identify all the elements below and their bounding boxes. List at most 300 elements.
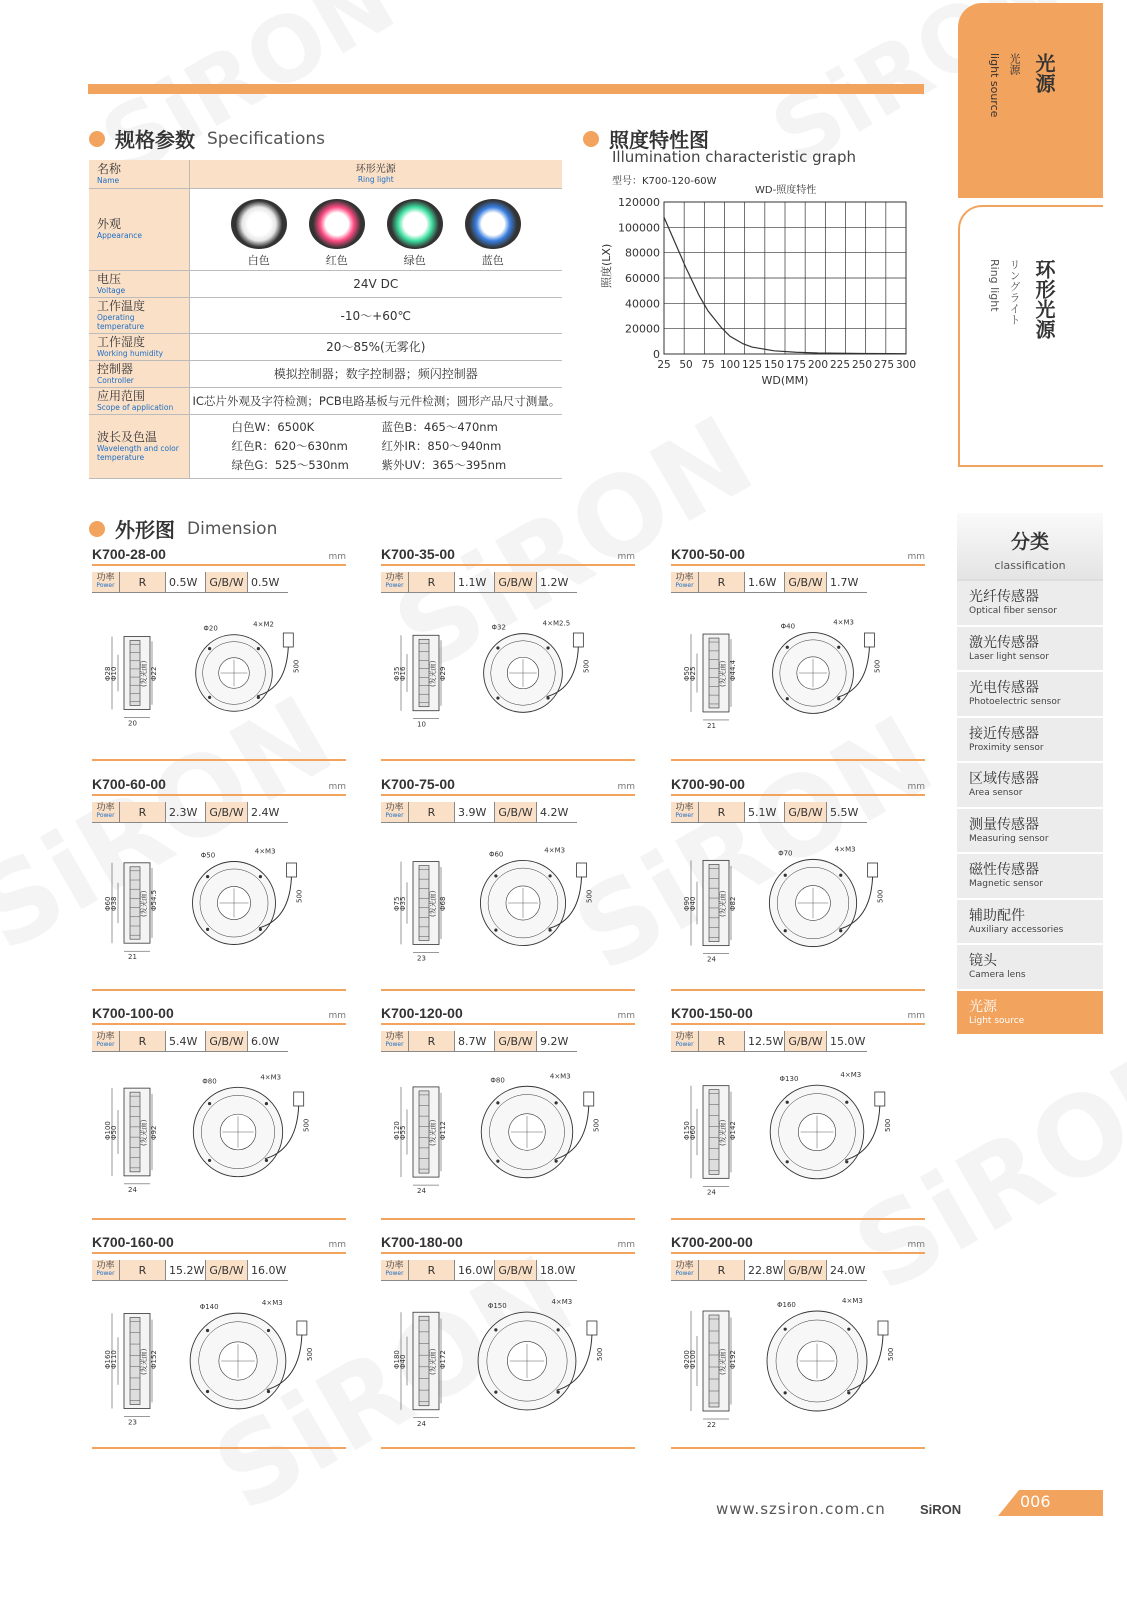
thickness-label: 24 (417, 1419, 426, 1428)
side-tab-english: light source (988, 53, 1001, 118)
face-diameter-label: Φ92 (150, 1125, 158, 1140)
bullet-icon (583, 131, 599, 147)
mount-circle-label: Φ80 (490, 1076, 505, 1085)
outer-diameter-label: Φ120 (393, 1121, 401, 1140)
inner-diameter-label: Φ10 (110, 666, 118, 681)
product-model: K700-35-00 (381, 546, 455, 562)
mount-circle-label: Φ32 (491, 623, 506, 632)
thickness-label: 24 (707, 955, 716, 964)
y-tick-label: 120000 (618, 196, 660, 209)
side-tab-title: 光源 (1032, 53, 1056, 93)
classification-item[interactable]: 光纤传感器 Optical fiber sensor (957, 581, 1103, 627)
unit-label: mm (328, 1011, 346, 1021)
section-title-en: Dimension (187, 518, 278, 539)
unit-label: mm (328, 552, 346, 562)
thickness-label: 21 (128, 953, 137, 962)
product-card (381, 1234, 635, 1449)
emitting-surface-label: (发光面) (140, 660, 148, 687)
spec-row-application: 应用范围 Scope of application IC芯片外观及字符检测；PCB电路基板与元件检测；圆形产品尺寸测量。 (89, 387, 562, 414)
power-label: 功率 Power (671, 1031, 699, 1051)
dimension-drawing (671, 831, 925, 981)
screw-label: 4×M3 (254, 847, 276, 856)
card-divider (671, 1447, 925, 1449)
product-card (671, 1234, 925, 1449)
classification-item[interactable]: 接近传感器 Proximity sensor (957, 718, 1103, 764)
screw-label: 4×M2 (253, 620, 274, 629)
power-gbw-value: 18.0W (540, 1263, 576, 1277)
outer-diameter-label: Φ180 (393, 1350, 401, 1369)
spec-row-temperature: 工作温度 Operating temperature -10～+60℃ (89, 297, 562, 333)
section-title-cn: 照度特性图 (609, 128, 709, 152)
unit-label: mm (907, 1011, 925, 1021)
y-tick-label: 20000 (625, 322, 660, 336)
bullet-icon (89, 521, 105, 537)
power-row (92, 802, 288, 823)
power-gbw-value: 4.2W (540, 805, 569, 819)
power-label: 功率 Power (381, 1031, 409, 1051)
outer-diameter-label: Φ28 (104, 666, 112, 681)
power-r-value: 12.5W (745, 1031, 785, 1051)
card-divider (92, 1447, 346, 1449)
classification-item[interactable]: 辅助配件 Auxiliary accessories (957, 900, 1103, 946)
section-title-cn: 外形图 (115, 518, 175, 542)
mount-circle-label: Φ140 (199, 1303, 219, 1312)
card-divider (381, 1218, 635, 1220)
dimension-drawing (381, 1060, 635, 1210)
inner-diameter-label: Φ50 (110, 1125, 118, 1140)
product-card (92, 546, 346, 761)
spec-row-wavelength: 波长及色温 Wavelength and color temperature 白色W：6500K 蓝色B：465～470nm 红色R：620～630nm 红外IR：850～940nm 绿色G：525～530nm 紫外UV：365～395nm (89, 414, 562, 478)
x-tick-label: 125 (741, 359, 763, 371)
inner-diameter-label: Φ55 (399, 1125, 407, 1140)
classification-header: 分类 classification (957, 513, 1103, 581)
thickness-label: 22 (707, 1421, 716, 1429)
product-model: K700-50-00 (671, 546, 745, 562)
spec-row-appearance: 外观 Appearance 白色 红色 绿色 蓝色 (89, 188, 562, 270)
unit-label: mm (328, 1240, 346, 1250)
dimension-drawing (671, 1289, 925, 1439)
thickness-label: 21 (707, 721, 716, 730)
power-r-label: R (120, 1031, 166, 1051)
power-r-label: R (409, 802, 455, 822)
card-divider (381, 989, 635, 991)
emitting-surface-label: (发光面) (429, 1348, 437, 1375)
x-tick-label: 75 (701, 359, 715, 371)
product-card (671, 776, 925, 991)
power-r-label: R (409, 572, 455, 592)
chart-title-en: Illumination characteristic graph (612, 148, 857, 166)
power-r-value: 1.1W (455, 572, 495, 592)
power-r-label: R (120, 572, 166, 592)
face-diameter-label: Φ152 (150, 1350, 158, 1369)
dimension-drawing (671, 1060, 925, 1210)
cable-length-label: 500 (887, 1347, 895, 1361)
inner-diameter-label: Φ38 (110, 896, 118, 911)
face-diameter-label: Φ112 (439, 1121, 447, 1140)
power-r-value: 1.6W (745, 572, 785, 592)
face-diameter-label: Φ44.4 (729, 659, 737, 681)
chart-model: 型号：K700-120-60W (612, 176, 717, 187)
power-label: 功率 Power (92, 1260, 120, 1280)
spec-row-controller: 控制器 Controller 模拟控制器；数字控制器；频闪控制器 (89, 360, 562, 387)
face-diameter-label: Φ68 (439, 896, 447, 911)
emitting-surface-label: (发光面) (429, 1119, 437, 1146)
card-divider (92, 989, 346, 991)
face-diameter-label: Φ29 (439, 666, 447, 681)
power-gbw-value: 16.0W (251, 1263, 287, 1277)
dimension-section-title (89, 514, 277, 543)
illumination-chart (598, 168, 928, 390)
power-gbw-label: G/B/W (785, 1260, 827, 1280)
face-diameter-label: Φ142 (729, 1121, 737, 1140)
power-r-label: R (409, 1031, 455, 1051)
product-model: K700-120-00 (381, 1005, 463, 1021)
classification-item[interactable]: 测量传感器 Measuring sensor (957, 809, 1103, 855)
spec-table (89, 160, 562, 479)
unit-label: mm (907, 552, 925, 562)
product-card (92, 776, 346, 991)
classification-menu (957, 513, 1103, 1036)
power-gbw-label: G/B/W (206, 802, 248, 822)
thickness-label: 24 (417, 1187, 426, 1196)
power-label: 功率 Power (92, 572, 120, 592)
mount-circle-label: Φ50 (200, 851, 216, 860)
product-card (92, 1005, 346, 1220)
dimension-drawing (92, 601, 346, 751)
power-gbw-value: 6.0W (251, 1034, 280, 1048)
emitting-surface-label: (发光面) (140, 1119, 148, 1146)
power-row (381, 572, 577, 593)
spec-row-humidity: 工作湿度 Working humidity 20～85%(无雾化) (89, 333, 562, 360)
power-r-value: 0.5W (166, 572, 206, 592)
power-row (671, 1031, 867, 1052)
unit-label: mm (907, 782, 925, 792)
classification-item[interactable]: 磁性传感器 Magnetic sensor (957, 854, 1103, 900)
classification-item[interactable]: 区域传感器 Area sensor (957, 763, 1103, 809)
y-tick-label: 60000 (625, 272, 660, 285)
power-gbw-label: G/B/W (495, 572, 537, 592)
power-gbw-value: 15.0W (830, 1034, 866, 1048)
thickness-label: 24 (128, 1185, 137, 1194)
power-gbw-label: G/B/W (206, 1031, 248, 1051)
dimension-drawing (92, 1289, 346, 1439)
power-row (92, 572, 288, 593)
x-tick-label: 250 (851, 359, 873, 371)
y-tick-label: 100000 (618, 221, 660, 235)
thickness-label: 23 (128, 1418, 137, 1427)
thickness-label: 10 (417, 720, 426, 729)
screw-label: 4×M3 (551, 1298, 573, 1307)
screw-label: 4×M3 (834, 845, 856, 854)
cable-length-label: 500 (592, 1118, 601, 1132)
outer-diameter-label: Φ50 (683, 666, 691, 681)
power-label: 功率 Power (92, 802, 120, 822)
dimension-drawing (92, 831, 346, 981)
wavelength-list: 白色W：6500K 蓝色B：465～470nm 红色R：620～630nm 红外IR：850～940nm 绿色G：525～530nm 紫外UV：365～395nm (231, 420, 507, 472)
product-model: K700-60-00 (92, 776, 166, 792)
cable-length-label: 500 (585, 889, 594, 903)
product-card (381, 776, 635, 991)
y-axis-label: 照度(LX) (600, 243, 613, 288)
unit-label: mm (617, 552, 635, 562)
ring-light-photos (190, 191, 563, 268)
outer-diameter-label: Φ200 (683, 1350, 691, 1369)
power-gbw-label: G/B/W (785, 802, 827, 822)
classification-item[interactable]: 光源 Light source (957, 991, 1103, 1037)
card-divider (671, 989, 925, 991)
color-label: 红色 (325, 253, 348, 267)
screw-label: 4×M3 (261, 1299, 283, 1308)
power-gbw-value: 1.2W (540, 575, 569, 589)
y-tick-label: 40000 (625, 297, 660, 311)
product-model: K700-200-00 (671, 1234, 753, 1250)
y-tick-label: 0 (653, 348, 660, 361)
page-number: 006 (1020, 1492, 1051, 1511)
power-r-label: R (409, 1260, 455, 1280)
outer-diameter-label: Φ75 (393, 896, 401, 911)
x-tick-label: 25 (657, 359, 671, 371)
cable-length-label: 500 (595, 1347, 604, 1361)
thickness-label: 24 (707, 1188, 716, 1197)
x-tick-label: 100 (719, 359, 741, 371)
power-row (92, 1260, 288, 1281)
emitting-surface-label: (发光面) (429, 660, 437, 687)
power-gbw-label: G/B/W (495, 802, 537, 822)
power-label: 功率 Power (92, 1031, 120, 1051)
classification-item[interactable]: 光电传感器 Photoelectric sensor (957, 672, 1103, 718)
screw-label: 4×M3 (260, 1073, 282, 1082)
power-gbw-value: 0.5W (251, 575, 280, 589)
x-tick-label: 150 (763, 359, 785, 371)
inner-diameter-label: Φ35 (399, 896, 407, 911)
inner-diameter-label: Φ40 (689, 896, 697, 911)
x-axis-label: WD(MM) (761, 374, 809, 387)
unit-label: mm (617, 1011, 635, 1021)
mount-circle-label: Φ160 (777, 1301, 796, 1309)
power-gbw-label: G/B/W (785, 572, 827, 592)
power-label: 功率 Power (671, 802, 699, 822)
screw-label: 4×M3 (544, 846, 566, 855)
mount-circle-label: Φ150 (487, 1302, 507, 1311)
spec-row-name: 名称 Name 环形光源 Ring light (89, 160, 562, 188)
power-r-value: 5.1W (745, 802, 785, 822)
side-tab-light-source[interactable] (958, 3, 1103, 198)
power-gbw-label: G/B/W (495, 1031, 537, 1051)
cable-length-label: 500 (292, 659, 301, 673)
power-label: 功率 Power (381, 1260, 409, 1280)
power-row (92, 1031, 288, 1052)
emitting-surface-label: (发光面) (429, 890, 437, 917)
green-ring-image (387, 199, 443, 249)
power-r-value: 5.4W (166, 1031, 206, 1051)
cable-length-label: 500 (883, 1118, 892, 1132)
screw-label: 4×M3 (549, 1072, 571, 1081)
chart-title: WD-照度特性 (755, 185, 817, 196)
face-diameter-label: Φ172 (439, 1350, 447, 1369)
x-tick-label: 175 (785, 359, 807, 371)
power-r-label: R (699, 802, 745, 822)
cable-length-label: 500 (876, 889, 885, 903)
power-row (671, 802, 867, 823)
power-r-label: R (699, 572, 745, 592)
product-card (92, 1234, 346, 1449)
spec-section-title (89, 124, 325, 153)
classification-item[interactable]: 镜头 Camera lens (957, 945, 1103, 991)
unit-label: mm (907, 1240, 925, 1250)
x-tick-label: 300 (895, 359, 917, 371)
power-gbw-label: G/B/W (785, 1031, 827, 1051)
inner-diameter-label: Φ110 (110, 1350, 118, 1369)
outer-diameter-label: Φ60 (104, 896, 112, 911)
power-row (671, 572, 867, 593)
cable-length-label: 500 (582, 659, 591, 673)
cable-length-label: 500 (302, 1118, 311, 1132)
product-model: K700-75-00 (381, 776, 455, 792)
dimension-drawing (381, 831, 635, 981)
product-model: K700-180-00 (381, 1234, 463, 1250)
top-accent-bar (88, 84, 924, 94)
face-diameter-label: Φ192 (729, 1350, 737, 1369)
side-tab-ring-light[interactable] (958, 205, 1103, 467)
power-gbw-value: 24.0W (830, 1263, 866, 1277)
color-label: 白色 (247, 253, 270, 267)
product-card (671, 1005, 925, 1220)
product-model: K700-160-00 (92, 1234, 174, 1250)
x-tick-label: 200 (807, 359, 829, 371)
power-r-value: 2.3W (166, 802, 206, 822)
power-label: 功率 Power (381, 802, 409, 822)
cable-length-label: 500 (873, 659, 882, 673)
color-label: 绿色 (403, 253, 426, 267)
power-label: 功率 Power (381, 572, 409, 592)
mount-circle-label: Φ70 (778, 849, 793, 858)
bullet-icon (89, 131, 105, 147)
screw-label: 4×M3 (842, 1297, 863, 1305)
unit-label: mm (617, 1240, 635, 1250)
section-title-en: Specifications (207, 128, 326, 149)
emitting-surface-label: (发光面) (719, 1119, 727, 1146)
power-r-label: R (120, 802, 166, 822)
side-tab-english: Ring light (988, 259, 1001, 312)
mount-circle-label: Φ130 (779, 1075, 799, 1084)
dimension-drawing (671, 601, 925, 751)
card-divider (381, 1447, 635, 1449)
card-divider (381, 759, 635, 761)
power-row (381, 1260, 577, 1281)
side-tab-japanese: リングライト (1008, 259, 1021, 325)
screw-label: 4×M2.5 (542, 619, 571, 628)
power-r-value: 22.8W (745, 1260, 785, 1280)
side-tab-subtitle: 光源 (1008, 53, 1021, 75)
x-tick-label: 275 (873, 359, 895, 371)
card-divider (92, 759, 346, 761)
mount-circle-label: Φ80 (202, 1077, 217, 1086)
power-row (381, 1031, 577, 1052)
mount-circle-label: Φ40 (780, 622, 796, 631)
emitting-surface-label: (发光面) (140, 890, 148, 917)
power-gbw-label: G/B/W (206, 572, 248, 592)
product-model: K700-90-00 (671, 776, 745, 792)
power-gbw-value: 1.7W (830, 575, 859, 589)
dimension-drawing (381, 601, 635, 751)
blue-ring-image (465, 199, 521, 249)
product-card (671, 546, 925, 761)
footer-url[interactable]: www.szsiron.com.cn (716, 1500, 886, 1518)
unit-label: mm (328, 782, 346, 792)
power-r-label: R (699, 1031, 745, 1051)
dimension-drawing (381, 1289, 635, 1439)
outer-diameter-label: Φ35 (393, 666, 401, 681)
screw-label: 4×M3 (833, 618, 855, 627)
emitting-surface-label: (发光面) (719, 890, 727, 917)
product-model: K700-100-00 (92, 1005, 174, 1021)
power-r-value: 3.9W (455, 802, 495, 822)
inner-diameter-label: Φ40 (399, 1354, 407, 1369)
emitting-surface-label: (发光面) (719, 1348, 727, 1375)
mount-circle-label: Φ20 (203, 624, 218, 633)
card-divider (671, 759, 925, 761)
section-title-cn: 规格参数 (115, 128, 195, 152)
inner-diameter-label: Φ16 (399, 666, 407, 681)
power-r-value: 16.0W (455, 1260, 495, 1280)
power-r-value: 15.2W (166, 1260, 206, 1280)
color-label: 蓝色 (481, 253, 504, 267)
power-row (381, 802, 577, 823)
power-label: 功率 Power (671, 572, 699, 592)
screw-label: 4×M3 (840, 1071, 862, 1080)
emitting-surface-label: (发光面) (140, 1348, 148, 1375)
red-ring-image (309, 199, 365, 249)
dimension-drawing (92, 1060, 346, 1210)
power-gbw-value: 5.5W (830, 805, 859, 819)
product-model: K700-150-00 (671, 1005, 753, 1021)
card-divider (92, 1218, 346, 1220)
unit-label: mm (617, 782, 635, 792)
cable-length-label: 500 (295, 889, 304, 903)
emitting-surface-label: (发光面) (719, 660, 727, 687)
product-model: K700-28-00 (92, 546, 166, 562)
cable-length-label: 500 (305, 1347, 314, 1361)
classification-item[interactable]: 激光传感器 Laser light sensor (957, 627, 1103, 673)
inner-diameter-label: Φ60 (689, 1125, 697, 1140)
outer-diameter-label: Φ100 (104, 1121, 112, 1140)
thickness-label: 23 (417, 954, 426, 963)
face-diameter-label: Φ54.5 (150, 889, 158, 911)
power-label: 功率 Power (671, 1260, 699, 1280)
power-gbw-value: 2.4W (251, 805, 280, 819)
product-card (381, 1005, 635, 1220)
power-row (671, 1260, 867, 1281)
footer-logo: SiRON (920, 1502, 962, 1517)
outer-diameter-label: Φ90 (683, 896, 691, 911)
power-r-label: R (120, 1260, 166, 1280)
power-r-label: R (699, 1260, 745, 1280)
thickness-label: 20 (128, 719, 137, 728)
inner-diameter-label: Φ100 (689, 1350, 697, 1369)
spec-row-voltage: 电压 Voltage 24V DC (89, 270, 562, 297)
x-tick-label: 225 (829, 359, 851, 371)
face-diameter-label: Φ82 (729, 896, 737, 911)
y-tick-label: 80000 (625, 246, 660, 260)
face-diameter-label: Φ22 (150, 666, 158, 681)
mount-circle-label: Φ60 (488, 850, 504, 859)
white-ring-image (231, 199, 287, 249)
x-tick-label: 50 (679, 359, 693, 371)
inner-diameter-label: Φ25 (689, 666, 697, 681)
power-r-value: 8.7W (455, 1031, 495, 1051)
product-card (381, 546, 635, 761)
power-gbw-label: G/B/W (206, 1260, 248, 1280)
